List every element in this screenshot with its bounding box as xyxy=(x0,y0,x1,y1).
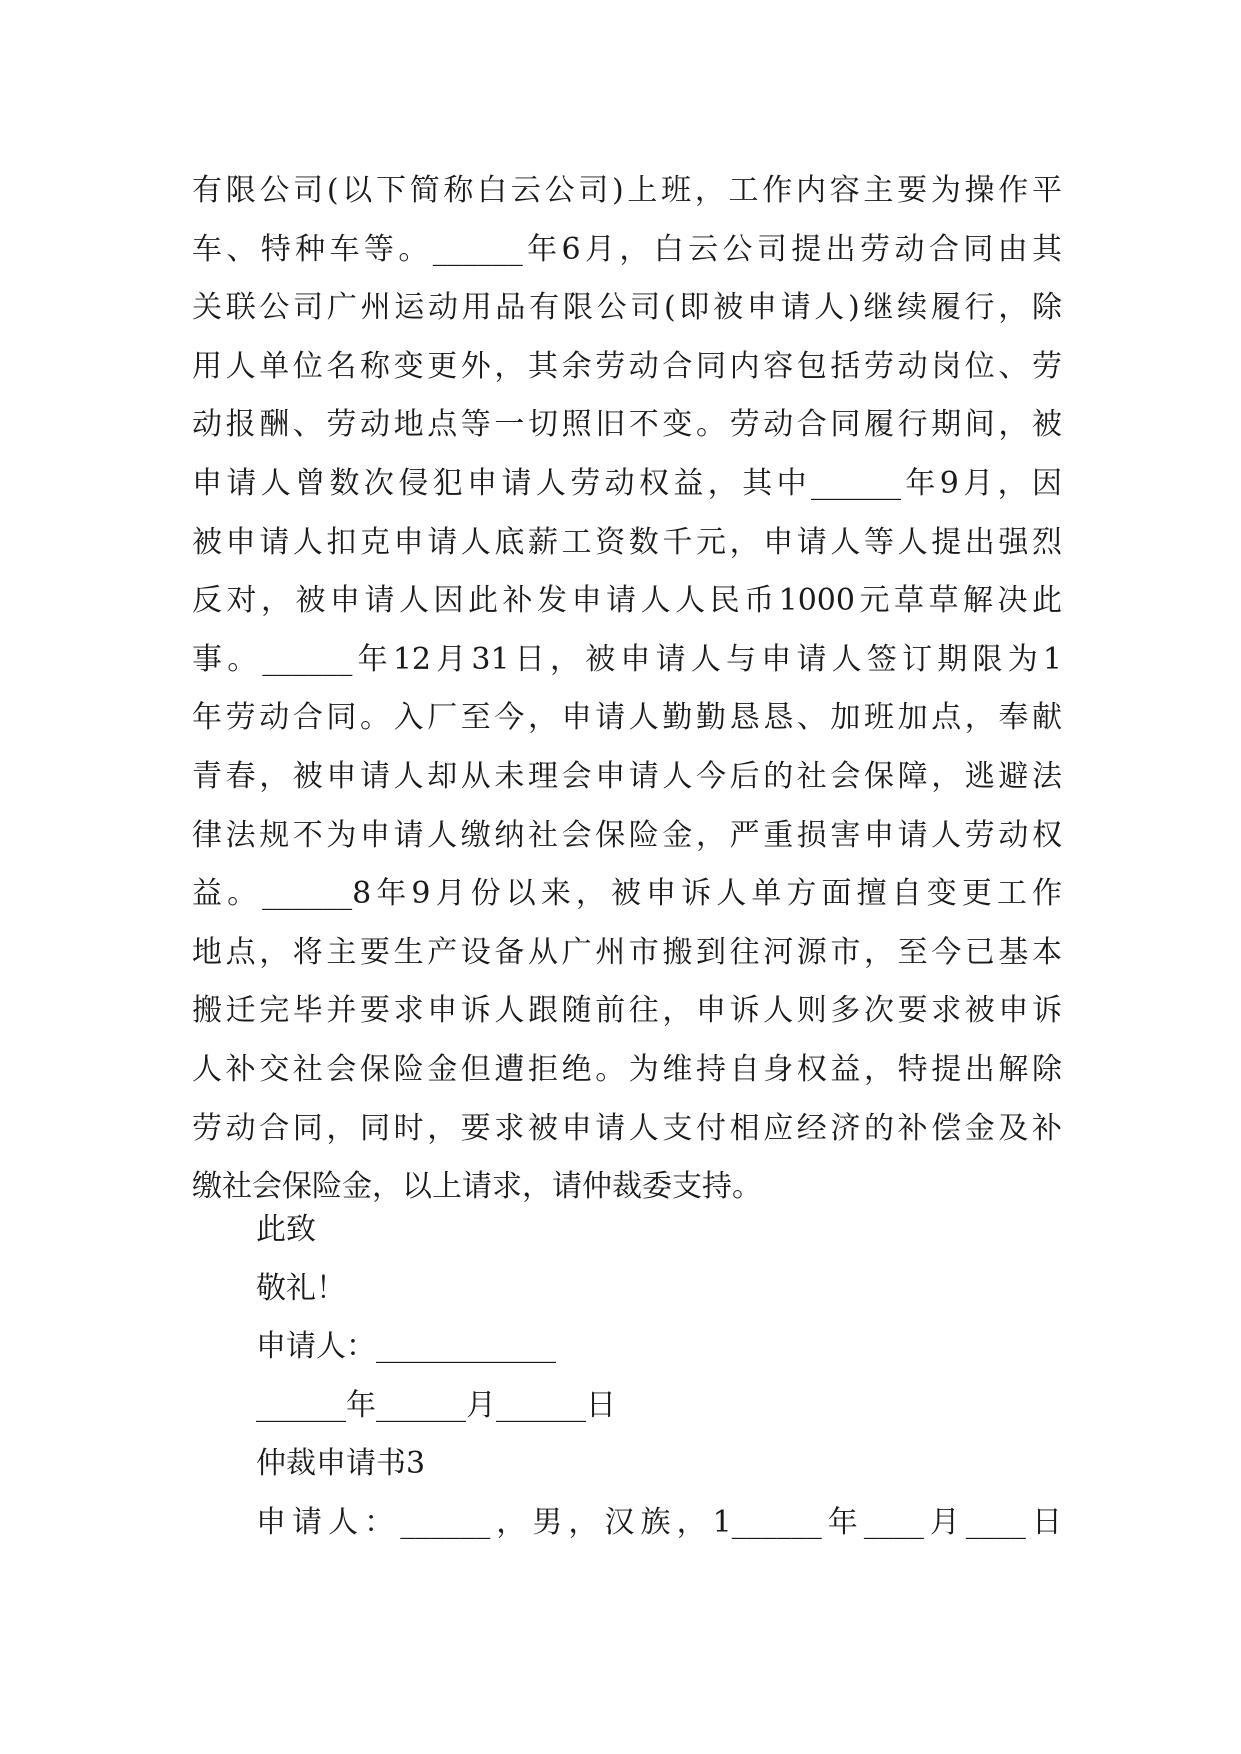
body-line: 被申请人扣克申请人底薪工资数千元，申请人等人提出强烈 xyxy=(192,524,1062,560)
body-line: 地点，将主要生产设备从广州市搬到往河源市，至今已基本 xyxy=(192,934,1062,970)
body-line: 青春，被申请人却从未理会申请人今后的社会保障，逃避法 xyxy=(192,758,1062,794)
body-line: 搬迁完毕并要求申诉人跟随前往，申诉人则多次要求被申诉 xyxy=(192,993,1062,1029)
body-line: 反对，被申请人因此补发申请人人民币1000元草草解决此 xyxy=(192,583,1062,619)
body-line: 有限公司(以下简称白云公司)上班，工作内容主要为操作平 xyxy=(192,173,1062,208)
body-line: 事。______年12月31日，被申请人与申请人签订期限为1 xyxy=(192,641,1062,677)
body-line: 车、特种车等。______年6月，白云公司提出劳动合同由其 xyxy=(192,231,1062,267)
closing-block xyxy=(256,1201,1062,1553)
body-line-last: 缴社会保险金，以上请求，请仲裁委支持。 xyxy=(192,1169,762,1205)
applicant-signature: 申请人：____________ xyxy=(256,1329,556,1365)
date-line: ______年______月______日 xyxy=(256,1387,616,1423)
regards: 敬礼！ xyxy=(256,1270,346,1306)
body-line: 年劳动合同。入厂至今，申请人勤勤恳恳、加班加点，奉献 xyxy=(192,700,1062,736)
body-line: 用人单位名称变更外，其余劳动合同内容包括劳动岗位、劳 xyxy=(192,348,1062,384)
body-line: 益。______8年9月份以来，被申诉人单方面擅自变更工作 xyxy=(192,876,1062,912)
body-line: 律法规不为申请人缴纳社会保险金，严重损害申请人劳动权 xyxy=(192,817,1062,853)
body-line: 动报酬、劳动地点等一切照旧不变。劳动合同履行期间，被 xyxy=(192,407,1062,443)
body-line: 人补交社会保险金但遭拒绝。为维持自身权益，特提出解除 xyxy=(192,1051,1062,1087)
salutation: 此致 xyxy=(256,1212,316,1247)
body-paragraph xyxy=(192,162,1062,1217)
section-title: 仲裁申请书3 xyxy=(256,1446,426,1482)
applicant-info-line: 申请人：______，男，汉族，1______年____月____日 xyxy=(256,1504,1062,1540)
body-line: 申请人曾数次侵犯申请人劳动权益，其中______年9月，因 xyxy=(192,465,1062,501)
body-line: 劳动合同，同时，要求被申请人支付相应经济的补偿金及补 xyxy=(192,1110,1062,1146)
body-line: 关联公司广州运动用品有限公司(即被申请人)继续履行，除 xyxy=(192,290,1062,326)
